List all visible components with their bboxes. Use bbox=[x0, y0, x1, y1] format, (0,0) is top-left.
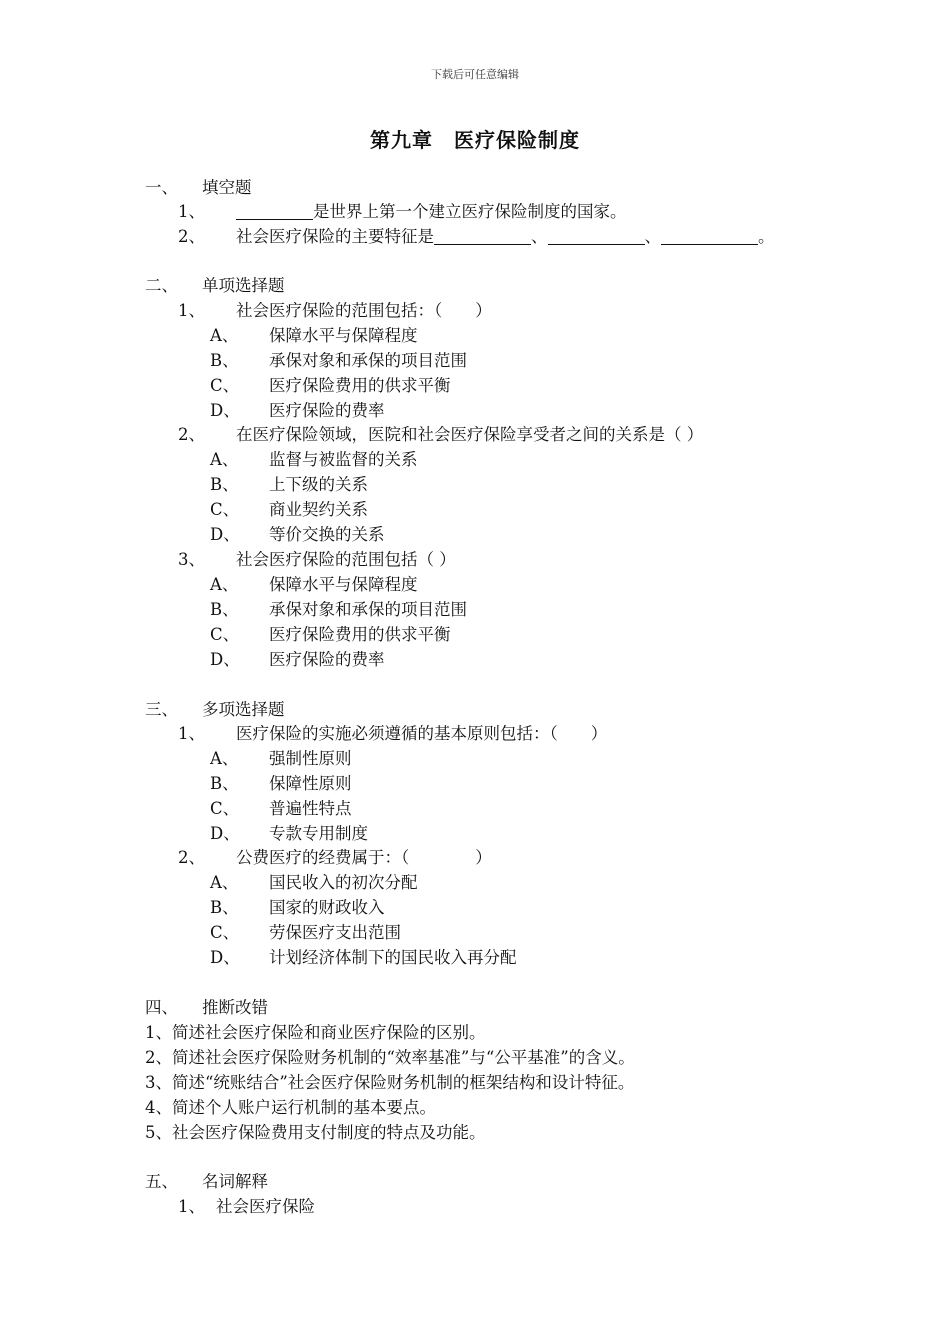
option[interactable] bbox=[0, 399, 950, 423]
option-text: 强制性原则 bbox=[269, 749, 352, 768]
option-label: C、 bbox=[210, 376, 240, 395]
option-label: D、 bbox=[210, 401, 240, 420]
option[interactable] bbox=[0, 921, 950, 945]
list-item: 2、简述社会医疗保险财务机制的“效率基准”与“公平基准”的含义。 bbox=[145, 1048, 635, 1067]
option-text: 医疗保险的费率 bbox=[269, 650, 385, 669]
option-text: 保障性原则 bbox=[269, 774, 352, 793]
question-number: 1、 bbox=[178, 724, 205, 743]
list-item: 4、简述个人账户运行机制的基本要点。 bbox=[145, 1098, 436, 1117]
option-label: C、 bbox=[210, 923, 240, 942]
question-text: 社会医疗保险 bbox=[216, 1197, 315, 1216]
section-number: 四、 bbox=[145, 998, 178, 1017]
option-label: C、 bbox=[210, 625, 240, 644]
question bbox=[0, 722, 950, 746]
answer-blank[interactable] bbox=[661, 226, 758, 245]
option[interactable] bbox=[0, 747, 950, 771]
option-label: A、 bbox=[210, 326, 239, 345]
option-text: 上下级的关系 bbox=[269, 475, 368, 494]
option[interactable] bbox=[0, 946, 950, 970]
section-title: 单项选择题 bbox=[202, 276, 285, 295]
question-text: 社会医疗保险的范围包括：（ ） bbox=[236, 301, 492, 320]
option[interactable] bbox=[0, 871, 950, 895]
question-number: 1、 bbox=[178, 1197, 205, 1216]
option[interactable] bbox=[0, 573, 950, 597]
option-label: D、 bbox=[210, 650, 240, 669]
option-text: 专款专用制度 bbox=[269, 824, 368, 843]
section-1-heading bbox=[0, 176, 950, 200]
option[interactable] bbox=[0, 523, 950, 547]
option[interactable] bbox=[0, 797, 950, 821]
option-label: A、 bbox=[210, 575, 239, 594]
question bbox=[0, 423, 950, 447]
question bbox=[0, 548, 950, 572]
section-number: 五、 bbox=[145, 1172, 178, 1191]
option-text: 医疗保险的费率 bbox=[269, 401, 385, 420]
option-label: A、 bbox=[210, 873, 239, 892]
section-number: 三、 bbox=[145, 700, 178, 719]
page-title: 第九章 医疗保险制度 bbox=[370, 128, 580, 152]
section-title: 名词解释 bbox=[202, 1172, 268, 1191]
list-item: 5、社会医疗保险费用支付制度的特点及功能。 bbox=[145, 1123, 486, 1142]
option-label: B、 bbox=[210, 898, 239, 917]
sentence-end: 。 bbox=[758, 227, 775, 246]
option[interactable] bbox=[0, 822, 950, 846]
question-number: 1、 bbox=[178, 301, 205, 320]
header-note: 下载后可任意编辑 bbox=[431, 68, 519, 81]
option-label: B、 bbox=[210, 351, 239, 370]
option-text: 保障水平与保障程度 bbox=[269, 326, 418, 345]
question-text-wrap bbox=[236, 225, 775, 249]
question-text: 社会医疗保险的范围包括（ ） bbox=[236, 550, 456, 569]
option-text: 国家的财政收入 bbox=[269, 898, 385, 917]
option-text: 医疗保险费用的供求平衡 bbox=[269, 376, 451, 395]
option-label: B、 bbox=[210, 600, 239, 619]
question-number: 2、 bbox=[178, 227, 205, 246]
answer-blank[interactable] bbox=[236, 201, 313, 220]
section-5-heading bbox=[0, 1170, 950, 1194]
section-2-heading bbox=[0, 274, 950, 298]
question-text: 是世界上第一个建立医疗保险制度的国家。 bbox=[313, 202, 627, 221]
option-text: 监督与被监督的关系 bbox=[269, 450, 418, 469]
question-number: 2、 bbox=[178, 425, 205, 444]
question bbox=[0, 846, 950, 870]
list-item: 1、简述社会医疗保险和商业医疗保险的区别。 bbox=[145, 1023, 486, 1042]
option-text: 商业契约关系 bbox=[269, 500, 368, 519]
option-label: A、 bbox=[210, 749, 239, 768]
option[interactable] bbox=[0, 498, 950, 522]
option[interactable] bbox=[0, 896, 950, 920]
option[interactable] bbox=[0, 473, 950, 497]
option-text: 劳保医疗支出范围 bbox=[269, 923, 401, 942]
option-label: B、 bbox=[210, 475, 239, 494]
option-text: 保障水平与保障程度 bbox=[269, 575, 418, 594]
question-text-wrap bbox=[236, 200, 627, 224]
question bbox=[0, 1195, 950, 1219]
question bbox=[0, 200, 950, 224]
option[interactable] bbox=[0, 374, 950, 398]
option-label: D、 bbox=[210, 948, 240, 967]
option-text: 计划经济体制下的国民收入再分配 bbox=[269, 948, 517, 967]
section-4-heading bbox=[0, 996, 950, 1020]
option-label: D、 bbox=[210, 525, 240, 544]
question bbox=[0, 299, 950, 323]
option-text: 普遍性特点 bbox=[269, 799, 352, 818]
question-text: 社会医疗保险的主要特征是 bbox=[236, 227, 434, 246]
option-label: B、 bbox=[210, 774, 239, 793]
option-label: D、 bbox=[210, 824, 240, 843]
question-text: 公费医疗的经费属于：（ ） bbox=[236, 848, 492, 867]
option[interactable] bbox=[0, 623, 950, 647]
option[interactable] bbox=[0, 598, 950, 622]
option-text: 医疗保险费用的供求平衡 bbox=[269, 625, 451, 644]
option-label: C、 bbox=[210, 500, 240, 519]
answer-blank[interactable] bbox=[434, 226, 531, 245]
section-3-heading bbox=[0, 698, 950, 722]
question-number: 2、 bbox=[178, 848, 205, 867]
separator: 、 bbox=[644, 227, 661, 246]
option[interactable] bbox=[0, 448, 950, 472]
question-number: 3、 bbox=[178, 550, 205, 569]
option[interactable] bbox=[0, 324, 950, 348]
section-number: 二、 bbox=[145, 276, 178, 295]
option-label: A、 bbox=[210, 450, 239, 469]
separator: 、 bbox=[531, 227, 548, 246]
answer-blank[interactable] bbox=[548, 226, 645, 245]
option-text: 等价交换的关系 bbox=[269, 525, 385, 544]
section-number: 一、 bbox=[145, 178, 178, 197]
option[interactable] bbox=[0, 349, 950, 373]
section-title: 推断改错 bbox=[202, 998, 268, 1017]
question-text: 在医疗保险领域，医院和社会医疗保险享受者之间的关系是（ ） bbox=[236, 425, 704, 444]
option-text: 国民收入的初次分配 bbox=[269, 873, 418, 892]
list-item: 3、简述“统账结合”社会医疗保险财务机制的框架结构和设计特征。 bbox=[145, 1073, 635, 1092]
option-text: 承保对象和承保的项目范围 bbox=[269, 600, 467, 619]
option-text: 承保对象和承保的项目范围 bbox=[269, 351, 467, 370]
question-number: 1、 bbox=[178, 202, 205, 221]
option[interactable] bbox=[0, 772, 950, 796]
question bbox=[0, 225, 950, 249]
option[interactable] bbox=[0, 648, 950, 672]
section-title: 多项选择题 bbox=[202, 700, 285, 719]
section-title: 填空题 bbox=[202, 178, 252, 197]
question-text: 医疗保险的实施必须遵循的基本原则包括：（ ） bbox=[236, 724, 608, 743]
option-label: C、 bbox=[210, 799, 240, 818]
